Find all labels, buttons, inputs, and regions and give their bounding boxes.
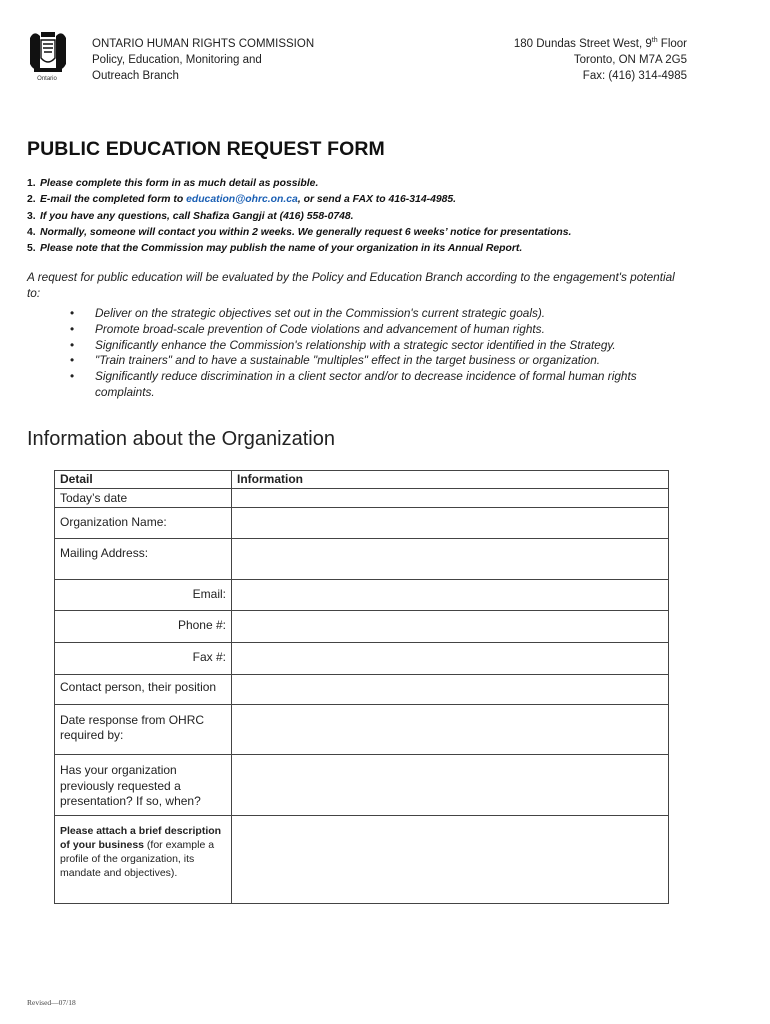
attach-description-field[interactable] bbox=[232, 816, 669, 904]
criteria-item bbox=[70, 306, 690, 322]
instruction-text: Please note that the Commission may publish the name of your organization in its Annual Report. bbox=[40, 243, 523, 255]
instruction-number: 5. bbox=[27, 243, 36, 255]
section-title: Information about the Organization bbox=[27, 428, 335, 450]
org-line: Outreach Branch bbox=[92, 70, 179, 82]
email-field[interactable] bbox=[232, 580, 669, 611]
criteria-item bbox=[70, 322, 690, 338]
table-row bbox=[55, 539, 669, 580]
evaluation-intro: A request for public education will be evaluated by the Policy and Education Branch according to the engagement's potential to: bbox=[27, 270, 675, 300]
table-row bbox=[55, 489, 669, 508]
row-label-contact-person: Contact person, their position bbox=[55, 675, 232, 705]
table-row bbox=[55, 816, 669, 904]
row-label-fax: Fax #: bbox=[55, 643, 232, 675]
table-row bbox=[55, 755, 669, 816]
instruction-item bbox=[27, 241, 571, 257]
row-label-previous-request: Has your organization previously requested a presentation? If so, when? bbox=[55, 755, 232, 816]
bullet-icon: • bbox=[70, 306, 75, 320]
row-label-attach-description bbox=[55, 816, 232, 904]
table-row bbox=[55, 643, 669, 675]
row-label-date-response: Date response from OHRC required by: bbox=[55, 705, 232, 755]
bullet-icon: • bbox=[70, 369, 75, 384]
date-response-field[interactable] bbox=[232, 705, 669, 755]
criteria-text: Significantly enhance the Commission's relationship with a strategic sector identified in the Strategy. bbox=[95, 337, 616, 352]
criteria-text: Promote broad-scale prevention of Code violations and advancement of human rights. bbox=[95, 321, 545, 336]
table-header-row bbox=[55, 471, 669, 489]
instructions-list bbox=[27, 176, 571, 257]
todays-date-field[interactable] bbox=[232, 489, 669, 508]
criteria-text: "Train trainers" and to have a sustainable "multiples" effect in the target business or organization. bbox=[95, 353, 601, 368]
table-row bbox=[55, 675, 669, 705]
row-label-email: Email: bbox=[55, 580, 232, 611]
table-row bbox=[55, 705, 669, 755]
address-line bbox=[514, 36, 687, 52]
criteria-item bbox=[70, 369, 690, 401]
row-label-mailing-address: Mailing Address: bbox=[55, 539, 232, 580]
contact-person-field[interactable] bbox=[232, 675, 669, 705]
address-street: 180 Dundas Street West, 9 bbox=[513, 38, 652, 50]
criteria-item bbox=[70, 353, 690, 369]
table-row bbox=[55, 508, 669, 539]
instruction-item bbox=[27, 176, 571, 192]
phone-field[interactable] bbox=[232, 611, 669, 643]
email-link[interactable]: education@ohrc.on.ca bbox=[186, 194, 298, 206]
address-city-line: Toronto, ON M7A 2G5 bbox=[573, 54, 687, 66]
instruction-item bbox=[27, 209, 571, 225]
revision-footer: Revised—07/18 bbox=[27, 998, 76, 1007]
bullet-icon: • bbox=[70, 353, 75, 368]
previous-request-field[interactable] bbox=[232, 755, 669, 816]
organization-info-table bbox=[54, 470, 669, 904]
bullet-icon: • bbox=[70, 321, 75, 336]
org-line: ONTARIO HUMAN RIGHTS COMMISSION bbox=[92, 38, 315, 50]
criteria-list bbox=[70, 306, 690, 401]
form-title: PUBLIC EDUCATION REQUEST FORM bbox=[27, 138, 385, 160]
instruction-text: Please complete this form in as much detail as possible. bbox=[40, 178, 319, 189]
column-header-detail: Detail bbox=[55, 471, 232, 489]
row-label-todays-date: Today’s date bbox=[55, 489, 232, 508]
organization-name-field[interactable] bbox=[232, 508, 669, 539]
criteria-item bbox=[70, 338, 690, 354]
logo-caption: Ontario bbox=[37, 76, 57, 82]
mailing-address-field[interactable] bbox=[232, 539, 669, 580]
address-floor: Floor bbox=[657, 38, 687, 50]
instruction-number: 4. bbox=[27, 226, 36, 238]
instruction-number: 1. bbox=[27, 178, 36, 189]
criteria-text: Significantly reduce discrimination in a client sector and/or to decrease incidence of formal human rights complaints. bbox=[95, 369, 637, 399]
address-fax-line: Fax: (416) 314-4985 bbox=[582, 70, 687, 82]
attach-instruction-text: (for example a profile of the organization, its mandate and objectives). bbox=[60, 839, 215, 879]
fax-field[interactable] bbox=[232, 643, 669, 675]
instruction-text: If you have any questions, call Shafiza Gangji at (416) 558-0748. bbox=[40, 210, 354, 222]
org-line: Policy, Education, Monitoring and bbox=[92, 54, 262, 66]
organization-name-block bbox=[92, 36, 314, 84]
table-row bbox=[55, 611, 669, 643]
address-block bbox=[514, 36, 687, 84]
address-ordinal: th bbox=[651, 37, 658, 45]
table-row bbox=[55, 580, 669, 611]
instruction-text: E-mail the completed form to bbox=[40, 194, 187, 206]
instruction-text: Normally, someone will contact you within 2 weeks. We generally request 6 weeks’ notice for presentations. bbox=[40, 226, 572, 238]
row-label-organization-name: Organization Name: bbox=[55, 508, 232, 539]
column-header-information: Information bbox=[232, 471, 669, 489]
bullet-icon: • bbox=[70, 337, 75, 352]
instruction-text: , or send a FAX to 416-314-4985. bbox=[297, 194, 457, 206]
instruction-item bbox=[27, 225, 571, 241]
attach-instruction-bold: Please attach a brief description of your business bbox=[60, 825, 222, 851]
instruction-number: 2. bbox=[27, 194, 36, 206]
instruction-item bbox=[27, 192, 571, 208]
criteria-text: Deliver on the strategic objectives set out in the Commission's current strategic goals). bbox=[95, 306, 546, 320]
row-label-phone: Phone #: bbox=[55, 611, 232, 643]
instruction-number: 3. bbox=[27, 210, 36, 222]
